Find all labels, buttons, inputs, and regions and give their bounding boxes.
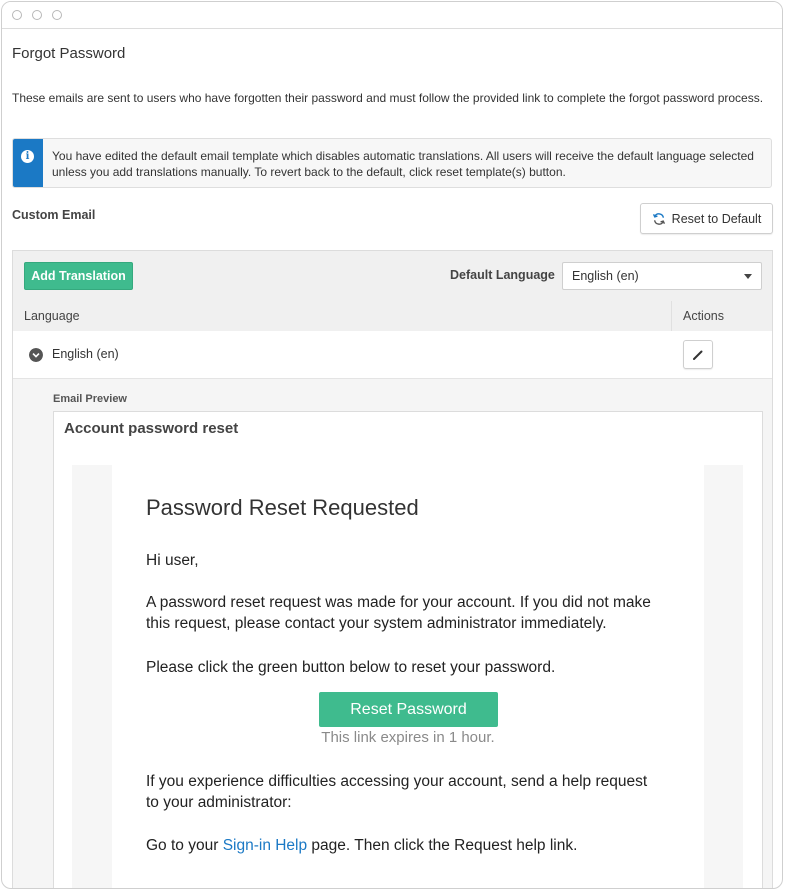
email-paragraph-2: Please click the green button below to reset your password.: [146, 659, 556, 676]
column-header-actions-cell: [671, 301, 773, 331]
email-paragraph-3-line-2: to your administrator:: [146, 794, 292, 811]
pencil-icon: [684, 341, 712, 368]
default-language-value: English (en): [572, 269, 639, 283]
window-close-dot[interactable]: [12, 10, 22, 20]
add-translation-button[interactable]: Add Translation: [24, 262, 133, 290]
info-icon: i: [21, 150, 34, 163]
email-paragraph-4: [146, 835, 577, 856]
row-language-label: English (en): [52, 347, 119, 361]
email-preview-label: Email Preview: [53, 393, 127, 405]
info-banner-text: You have edited the default email template which disables automatic translations. All users will receive the default language selected unless you add translations manually. To revert back to the default, click reset template(s) button.: [52, 149, 754, 179]
link-expiry-note: This link expires in 1 hour.: [321, 729, 495, 746]
dropdown-caret-icon: [744, 274, 752, 279]
sign-in-help-link[interactable]: Sign-in Help: [222, 837, 308, 854]
page-title: Forgot Password: [12, 45, 126, 62]
column-header-actions: Actions: [683, 309, 724, 323]
column-header-language: Language: [24, 309, 80, 323]
reset-to-default-label: Reset to Default: [671, 211, 762, 226]
table-row[interactable]: [13, 331, 772, 379]
email-paragraph-1-line-1: A password reset request was made for your account. If you did not make: [146, 594, 651, 611]
info-stripe: [13, 139, 43, 187]
translations-panel: [12, 250, 773, 889]
info-banner: [12, 138, 772, 188]
custom-email-label: Custom Email: [12, 208, 96, 222]
window-minimize-dot[interactable]: [32, 10, 42, 20]
table-header: [13, 301, 772, 332]
refresh-icon: [652, 212, 666, 226]
email-paragraph-4-before: Go to your: [146, 837, 223, 854]
email-paragraph-3-line-1: If you experience difficulties accessing your account, send a help request: [146, 773, 648, 790]
reset-to-default-button[interactable]: [640, 203, 773, 234]
email-paragraph-4-after: page. Then click the Request help link.: [307, 837, 578, 854]
translations-toolbar: [13, 251, 772, 302]
email-greeting: Hi user,: [146, 552, 199, 569]
page-description: These emails are sent to users who have forgotten their password and must follow the provided link to complete the forgot password process.: [12, 91, 764, 105]
browser-window: [1, 1, 783, 889]
window-titlebar: [2, 2, 782, 29]
chevron-down-icon[interactable]: [29, 348, 43, 362]
window-maximize-dot[interactable]: [52, 10, 62, 20]
reset-password-button[interactable]: Reset Password: [319, 692, 498, 727]
email-preview: [53, 411, 763, 889]
email-body: [112, 465, 704, 889]
email-background: [72, 465, 743, 889]
edit-button[interactable]: [683, 340, 713, 369]
email-paragraph-1-line-2: this request, please contact your system administrator immediately.: [146, 615, 607, 632]
email-subject: Account password reset: [64, 420, 239, 437]
default-language-label: Default Language: [450, 268, 555, 282]
email-heading: Password Reset Requested: [146, 495, 419, 520]
default-language-select[interactable]: [562, 262, 762, 290]
